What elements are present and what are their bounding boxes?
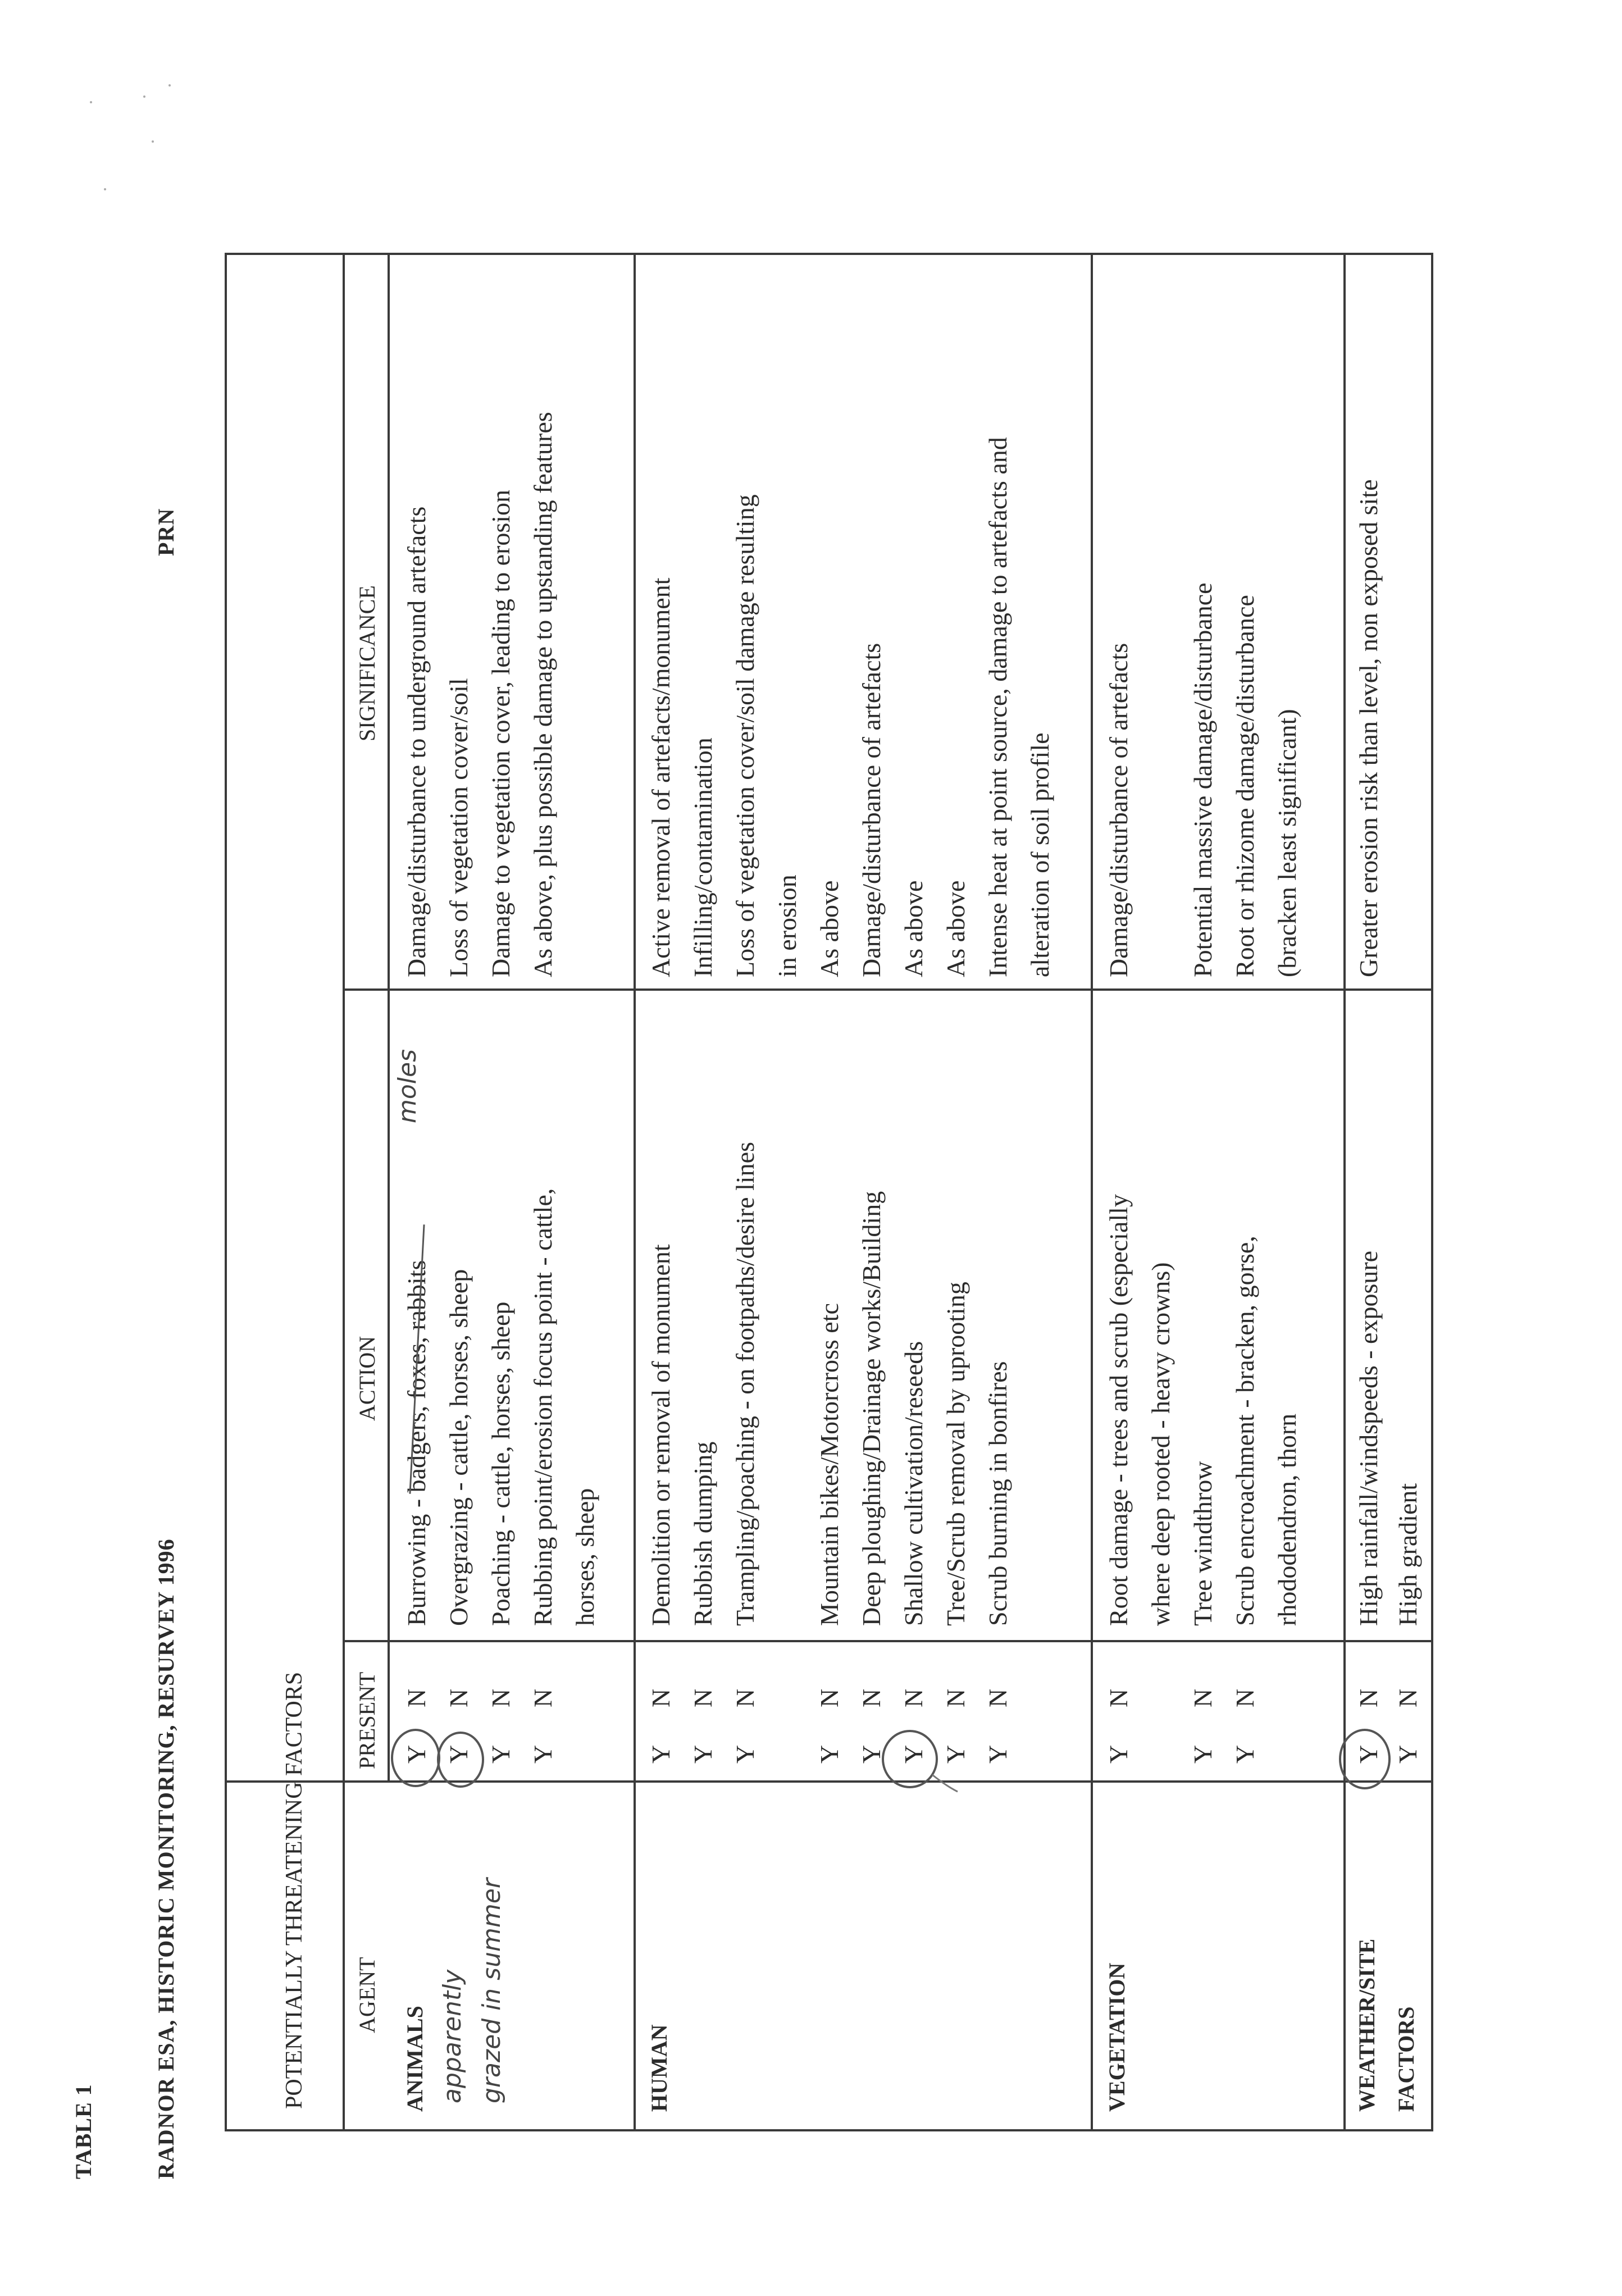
present-n: N — [1231, 1688, 1259, 1707]
action-text: High gradient — [1393, 1483, 1422, 1626]
handwritten-note-2: grazed in summer — [477, 1878, 506, 2103]
present-n: N — [983, 1688, 1012, 1707]
significance-text: Loss of vegetation cover/soil damage resulting — [731, 494, 759, 977]
present-n: N — [1354, 1688, 1383, 1707]
present-y: Y — [857, 1744, 886, 1764]
action-text: Tree windthrow — [1188, 1461, 1217, 1626]
significance-text: Damage/disturbance of artefacts — [857, 643, 886, 977]
column-header-significance: SIGNIFICANCE — [354, 585, 380, 741]
present-y: Y — [646, 1744, 675, 1764]
present-y: Y — [983, 1744, 1012, 1764]
agent-weather-site-cont: FACTORS — [1393, 2006, 1419, 2112]
present-y: Y — [1231, 1744, 1259, 1764]
action-text-cont: horses, sheep — [571, 1488, 599, 1626]
action-text: Trampling/poaching - on footpaths/desire lines — [731, 1142, 759, 1626]
present-y: Y — [528, 1744, 557, 1764]
significance-text: As above — [941, 880, 970, 977]
action-text-cont: where deep rooted - heavy crowns) — [1146, 1262, 1175, 1626]
present-n: N — [815, 1688, 844, 1707]
significance-text: Root or rhizome damage/disturbance — [1231, 595, 1259, 977]
prn-label: PRN — [153, 508, 179, 556]
action-text: Root damage - trees and scrub (especially — [1104, 1194, 1133, 1626]
action-text: High rainfall/windspeeds - exposure — [1354, 1250, 1383, 1626]
action-text: Deep ploughing/Drainage works/Building — [857, 1191, 886, 1626]
present-y: Y — [1104, 1744, 1133, 1764]
agent-weather-site: WEATHER/SITE — [1354, 1938, 1379, 2112]
significance-text: Infilling/contamination — [689, 737, 717, 977]
circle-mark-icon — [432, 1727, 494, 1794]
significance-text: Loss of vegetation cover/soil — [444, 678, 473, 977]
present-n: N — [689, 1688, 717, 1707]
action-text: Scrub encroachment - bracken, gorse, — [1231, 1236, 1259, 1626]
section-title: POTENTIALLY THREATENING FACTORS — [281, 1671, 307, 2109]
significance-text: As above — [899, 880, 928, 977]
significance-text-cont: alteration of soil profile — [1026, 732, 1054, 977]
action-text: Burrowing - badgers, foxes, rabbits — [402, 1260, 431, 1626]
column-header-agent: AGENT — [354, 1957, 380, 2033]
action-text: Mountain bikes/Motorcross etc — [815, 1303, 844, 1626]
significance-text: Potential massive damage/disturbance — [1188, 582, 1217, 977]
present-n: N — [1188, 1688, 1217, 1707]
significance-text: Damage/disturbance to underground artefacts — [402, 506, 431, 977]
agent-human: HUMAN — [646, 2024, 672, 2112]
significance-text: Intense heat at point source, damage to artefacts and — [983, 437, 1012, 977]
present-n: N — [528, 1688, 557, 1707]
page-title: RADNOR ESA, HISTORIC MONITORING, RESURVEY 1996 — [153, 1538, 179, 2179]
action-text: Scrub burning in bonfires — [983, 1361, 1012, 1626]
present-n: N — [402, 1688, 431, 1707]
present-n: N — [731, 1688, 759, 1707]
significance-text: Damage/disturbance of artefacts — [1104, 643, 1133, 977]
significance-text: Greater erosion risk than level, non exposed site — [1354, 479, 1383, 977]
present-y: Y — [486, 1744, 515, 1764]
circle-mark-icon — [1334, 1724, 1401, 1797]
significance-text: As above — [815, 880, 844, 977]
present-y: Y — [815, 1744, 844, 1764]
significance-text: As above, plus possible damage to upstanding features — [528, 412, 557, 977]
action-text-cont: rhododendron, thorn — [1273, 1413, 1301, 1626]
present-n: N — [444, 1688, 473, 1707]
present-n: N — [857, 1688, 886, 1707]
present-n: N — [1104, 1688, 1133, 1707]
action-text: Poaching - cattle, horses, sheep — [486, 1301, 515, 1626]
significance-text-cont: in erosion — [773, 874, 801, 977]
column-header-present: PRESENT — [354, 1671, 380, 1769]
present-y: Y — [1188, 1744, 1217, 1764]
present-n: N — [941, 1688, 970, 1707]
handwritten-note-1: apparently — [438, 1969, 467, 2103]
present-y: Y — [941, 1744, 970, 1764]
present-n: N — [486, 1688, 515, 1707]
significance-text: Active removal of artefacts/monument — [646, 577, 675, 977]
present-n: N — [1393, 1688, 1422, 1707]
agent-animals: ANIMALS — [402, 2006, 427, 2112]
present-n: N — [899, 1688, 928, 1707]
present-y: Y — [731, 1744, 759, 1764]
present-y: Y — [1393, 1744, 1422, 1764]
agent-vegetation: VEGETATION — [1104, 1962, 1129, 2112]
action-text: Demolition or removal of monument — [646, 1244, 675, 1626]
present-y: Y — [444, 1744, 473, 1764]
present-n: N — [646, 1688, 675, 1707]
present-y: Y — [689, 1744, 717, 1764]
present-y: Y — [402, 1744, 431, 1764]
action-text: Rubbing point/erosion focus point - cattle, — [528, 1188, 557, 1626]
present-y: Y — [899, 1744, 928, 1764]
circle-mark-icon — [876, 1724, 960, 1797]
present-y: Y — [1354, 1744, 1383, 1764]
table-label: TABLE 1 — [71, 2084, 96, 2179]
significance-text: Damage to vegetation cover, leading to erosion — [486, 489, 515, 977]
column-header-action: ACTION — [354, 1336, 380, 1421]
action-text: Overgrazing - cattle, horses, sheep — [444, 1269, 473, 1626]
handwritten-moles: moles — [393, 1049, 422, 1123]
significance-text-cont: (bracken least significant) — [1273, 709, 1301, 977]
action-text: Tree/Scrub removal by uprooting — [941, 1282, 970, 1626]
action-text: Shallow cultivation/reseeds — [899, 1341, 928, 1626]
action-text: Rubbish dumping — [689, 1441, 717, 1626]
